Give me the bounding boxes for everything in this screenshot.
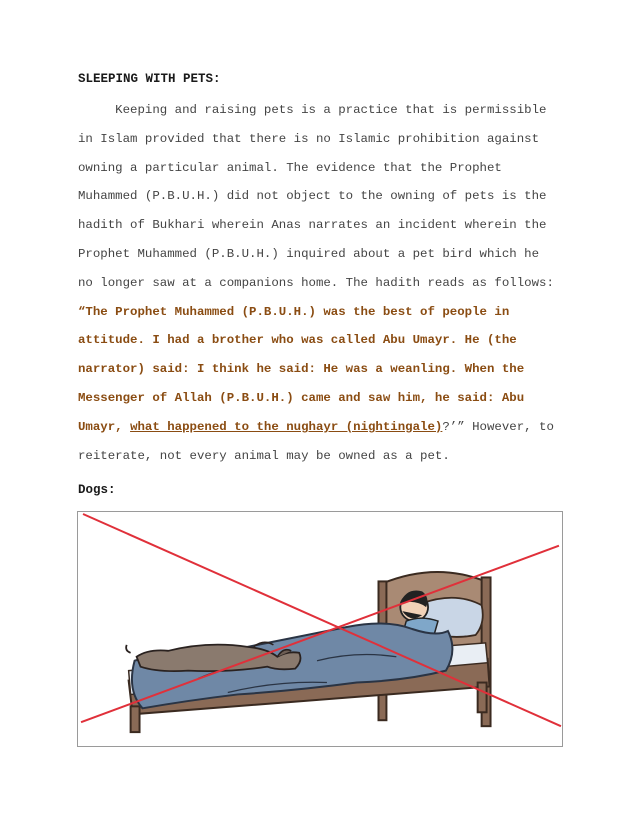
text-line: Prophet Muhammed (P.B.U.H.) inquired about a pet bird which he xyxy=(78,246,540,261)
text-line: owning a particular animal. The evidence that the Prophet xyxy=(78,160,502,175)
text-line: Keeping and raising pets is a practice that is permissible xyxy=(78,103,547,117)
hadith-quote-line: narrator) said: I think he said: He was a weanling. When the xyxy=(78,362,525,377)
hadith-quote-final-line xyxy=(78,413,568,442)
text-line: no longer saw at a companions home. The hadith reads as follows: xyxy=(78,275,554,290)
hadith-quote-closing: ?’” xyxy=(442,419,465,434)
hadith-quote-line: attitude. I had a brother who was called Abu Umayr. He (the xyxy=(78,333,517,348)
text-line: reiterate, not every animal may be owned as a pet. xyxy=(78,448,450,463)
hadith-quote-link[interactable]: what happened to the nughayr (nightingale) xyxy=(130,419,443,434)
text-after-quote: However, to xyxy=(464,419,554,434)
crossed-out-dog-on-bed-illustration xyxy=(77,511,563,747)
text-line: in Islam provided that there is no Islamic prohibition against xyxy=(78,131,540,146)
text-line: hadith of Bukhari wherein Anas narrates an incident wherein the xyxy=(78,218,547,233)
hadith-quote-line: Messenger of Allah (P.B.U.H.) came and saw him, he said: Abu xyxy=(78,390,525,405)
hadith-quote-line: “The Prophet Muhammed (P.B.U.H.) was the best of people in xyxy=(78,304,510,319)
section-heading-sleeping-with-pets: SLEEPING WITH PETS: xyxy=(78,72,221,86)
dog-on-bed-drawing xyxy=(78,512,562,746)
hadith-quote-fragment: Umayr, xyxy=(78,419,131,434)
text-line: Muhammed (P.B.U.H.) did not object to the owning of pets is the xyxy=(78,189,547,204)
section-heading-dogs: Dogs: xyxy=(78,483,116,497)
body-paragraph xyxy=(78,96,568,470)
